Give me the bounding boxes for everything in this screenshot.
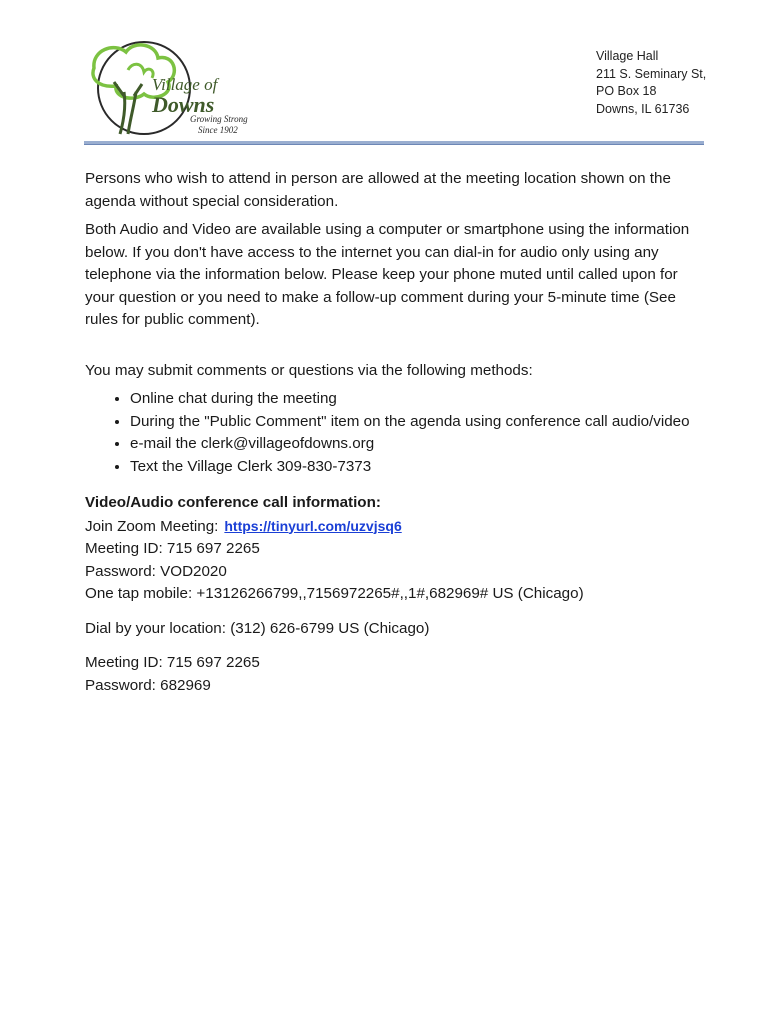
methods-intro: You may submit comments or questions via the following methods: <box>85 361 533 379</box>
list-item: • Text the Village Clerk 309-830-7373 <box>130 456 697 479</box>
zoom-link[interactable]: https://tinyurl.com/uzvjsq6 <box>224 517 402 534</box>
para-in-person: Persons who wish to attend in person are allowed at the meeting location shown on the agenda without special consideration. <box>85 170 671 210</box>
address-line4: Downs, IL 61736 <box>596 101 690 116</box>
join-label: Join Zoom Meeting: <box>85 517 219 535</box>
meeting-id: Meeting ID: 715 697 2265 <box>85 540 260 557</box>
list-item: • e-mail the clerk@villageofdowns.org <box>130 433 697 456</box>
header-divider <box>84 141 704 145</box>
methods-list <box>85 388 697 478</box>
logo-tagline2: Since 1902 <box>198 125 238 135</box>
list-item: • Online chat during the meeting <box>130 388 697 411</box>
address-line1: Village Hall <box>596 49 659 63</box>
address-line3: PO Box 18 <box>596 84 657 98</box>
password: Password: VOD2020 <box>85 562 227 580</box>
logo-tagline1: Growing Strong <box>190 114 248 124</box>
join-zoom-line <box>85 515 697 539</box>
one-tap-mobile: One tap mobile: +13126266799,,7156972265#,,1#,682969# US (Chicago) <box>85 585 584 602</box>
conference-heading: Video/Audio conference call information: <box>85 494 381 511</box>
address-block <box>596 48 706 118</box>
password-2: Password: 682969 <box>85 676 211 694</box>
address-line2: 211 S. Seminary St, <box>596 66 707 81</box>
logo-line1: Village of <box>152 75 218 94</box>
village-logo <box>84 40 264 140</box>
list-item: • During the "Public Comment" item on the agenda using conference call audio/video <box>130 411 697 434</box>
document-body <box>85 168 697 697</box>
logo-line2: Downs <box>152 92 215 117</box>
meeting-id-2: Meeting ID: 715 697 2265 <box>85 654 260 671</box>
tree-logo-icon <box>84 40 264 140</box>
para-audio-video: Both Audio and Video are available using a computer or smartphone using the information below. If you don't have access to the internet you can dial-in for audio only using any telephone via the information below. Please keep your phone muted until called upon for your question or you need to make a follow-up comment during your 5-minute time (See rules for public comment). <box>85 221 690 328</box>
dial-location: Dial by your location: (312) 626-6799 US (Chicago) <box>85 619 430 637</box>
